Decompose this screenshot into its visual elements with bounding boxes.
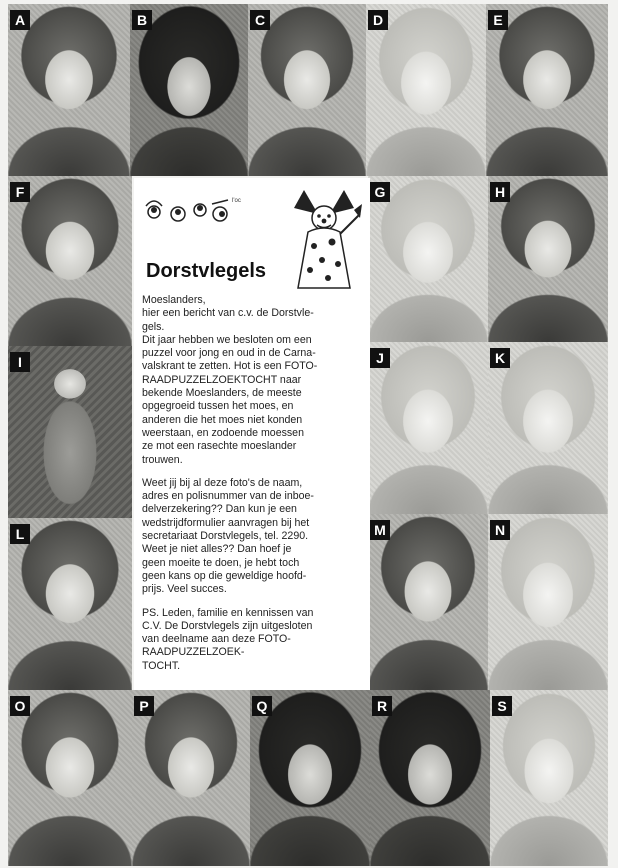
photo-label: K [490, 348, 510, 368]
photo-n [488, 514, 608, 690]
body-line: RAADPUZZELZOEK- [142, 646, 245, 659]
photo-label: P [134, 696, 154, 716]
photo-label: E [488, 10, 508, 30]
doodle-caption: l'oc [232, 198, 241, 204]
body-line: TOCHT. [142, 659, 181, 672]
body-line: adres en polisnummer van de inboe- [142, 490, 314, 503]
body-line: PS. Leden, familie en kennissen van [142, 606, 314, 619]
photo-r [370, 690, 490, 866]
photo-label: I [10, 352, 30, 372]
article-box [134, 178, 370, 690]
body-line: geen moeite te doen, je hebt toch [142, 556, 300, 569]
body-line: opgegroeid tussen het moes, en [142, 400, 294, 413]
photo-k [488, 342, 608, 514]
photo-p [132, 690, 250, 866]
photo-l [8, 518, 132, 690]
photo-label: H [490, 182, 510, 202]
photo-g [368, 176, 488, 342]
body-line: ze mot een rasechte moeslander [142, 440, 297, 453]
photo-label: Q [252, 696, 272, 716]
body-line: delverzekering?? Dan kun je een [142, 503, 297, 516]
photo-label: B [132, 10, 152, 30]
body-line: prijs. Veel succes. [142, 583, 227, 596]
photo-label: S [492, 696, 512, 716]
photo-i [8, 346, 132, 518]
photo-f [8, 176, 132, 346]
photo-c [248, 4, 366, 176]
body-line: gels. [142, 320, 165, 333]
photo-label: F [10, 182, 30, 202]
body-line: geen kans op die geweldige hoofd- [142, 569, 307, 582]
photo-m [368, 514, 488, 690]
body-line: hier een bericht van c.v. de Dorstvle- [142, 307, 314, 320]
body-line: van deelname aan deze FOTO- [142, 633, 291, 646]
photo-label: J [370, 348, 390, 368]
photo-label: R [372, 696, 392, 716]
body-line: valskrant te zetten. Hot is een FOTO- [142, 360, 318, 373]
clown-illustration [284, 184, 364, 296]
photo-label: G [370, 182, 390, 202]
article-body [142, 294, 362, 683]
body-line: secretariaat Dorstvlegels, tel. 2290. [142, 530, 309, 543]
photo-e [486, 4, 608, 176]
body-line: puzzel voor jong en oud in de Carna- [142, 347, 316, 360]
body-line: bekende Moeslanders, de meeste [142, 387, 302, 400]
body-line: anderen die het moes niet konden [142, 413, 303, 426]
photo-q [250, 690, 370, 866]
photo-label: A [10, 10, 30, 30]
doodle-illustration [142, 192, 262, 232]
body-line: C.V. De Dorstvlegels zijn uitgesloten [142, 619, 313, 632]
photo-d [366, 4, 486, 176]
article-title: Dorstvlegels [146, 260, 267, 282]
photo-label: C [250, 10, 270, 30]
body-line: weerstaan, en zodoende moessen [142, 426, 304, 439]
body-line: Dit jaar hebben we besloten om een [142, 333, 312, 346]
photo-a [8, 4, 130, 176]
photo-b [130, 4, 248, 176]
photo-s [490, 690, 608, 866]
body-line: RAADPUZZELZOEKTOCHT naar [142, 373, 302, 386]
photo-label: O [10, 696, 30, 716]
photo-h [488, 176, 608, 342]
photo-label: M [370, 520, 390, 540]
photo-j [368, 342, 488, 514]
body-line: trouwen. [142, 453, 183, 466]
body-line: Moeslanders, [142, 294, 206, 306]
photo-label: N [490, 520, 510, 540]
photo-label: L [10, 524, 30, 544]
photo-label: D [368, 10, 388, 30]
body-line: wedstrijdformulier aanvragen bij het [142, 516, 310, 529]
photo-o [8, 690, 132, 866]
body-line: Weet je niet alles?? Dan hoef je [142, 543, 292, 556]
body-line: Weet jij bij al deze foto's de naam, [142, 476, 303, 489]
